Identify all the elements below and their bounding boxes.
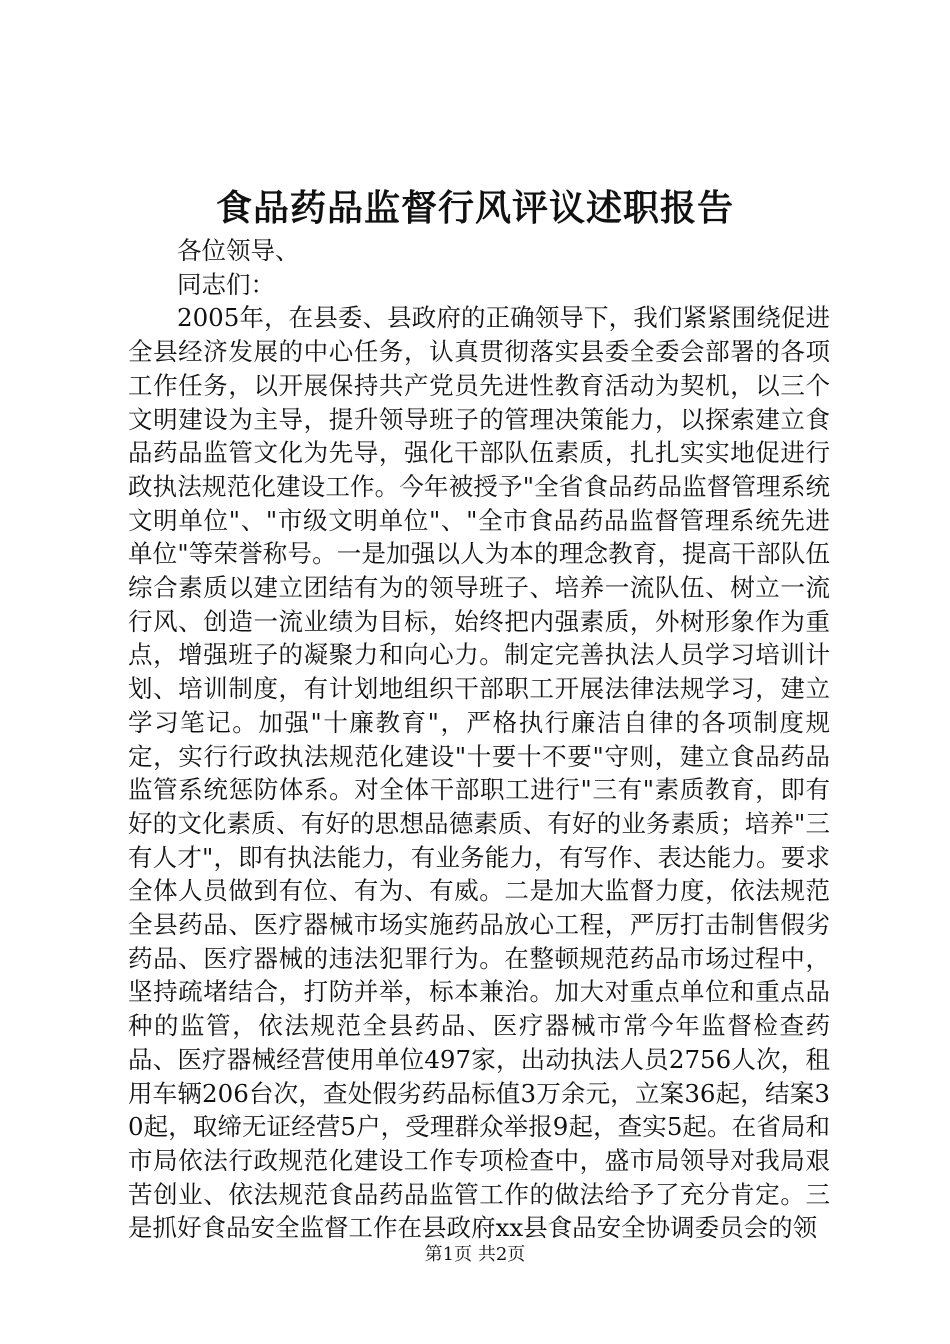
document-body [128,234,830,1245]
salutation-comrades: 同志们： [177,269,275,299]
page-number-footer: 第1页 共2页 [424,1244,526,1265]
salutation-leaders: 各位领导、 [177,236,300,265]
document-title: 食品药品监督行风评议述职报告 [215,187,734,229]
body-paragraph: 2005年，在县委、县政府的正确领导下，我们紧紧围绕促进全县经济发展的中心任务，认真贯彻落实县委全委会部署的各项工作任务，以开展保持共产党员先进性教育活动为契机，以三个文明建设为主导，提升领导班子的管理决策能力，以探索建立食品药品监管文化为先导，强化干部队伍素质，扎扎实实地促进行政执法规范化建设工作。今年被授予"全省食品药品监督管理系统文明单位"、"市级文明单位"、"全市食品药品监督管理系统先进单位"等荣誉称号。一是加强以人为本的理念教育，提高干部队伍综合素质以建立团结有为的领导班子、培养一流队伍、树立一流行风、创造一流业绩为目标，始终把内强素质，外树形象作为重点，增强班子的凝聚力和向心力。制定完善执法人员学习培训计划、培训制度，有计划地组织干部职工开展法律法规学习，建立学习笔记。加强"十廉教育"，严格执行廉洁自律的各项制度规定，实行行政执法规范化建设"十要十不要"守则，建立食品药品监管系统惩防体系。对全体干部职工进行"三有"素质教育，即有好的文化素质、有好的思想品德素质、有好的业务素质；培养"三有人才"，即有执法能力，有业务能力，有写作、表达能力。要求全体人员做到有位、有为、有威。二是加大监督力度，依法规范全县药品、医疗器械市场实施药品放心工程，严厉打击制售假劣药品、医疗器械的违法犯罪行为。在整顿规范药品市场过程中，坚持疏堵结合，打防并举，标本兼治。加大对重点单位和重点品种的监管，依法规范全县药品、医疗器械市常今年监督检查药品、医疗器械经营使用单位497家，出动执法人员2756人次，租用车辆206台次，查处假劣药品标值3万余元，立案36起，结案30起，取缔无证经营5户，受理群众举报9起，查实5起。在省局和市局依法行政规范化建设工作专项检查中，盛市局领导对我局艰苦创业、依法规范食品药品监管工作的做法给予了充分肯定。三是抓好食品安全监督工作在县政府xx县食品安全协调委员会的领 [128,303,830,1243]
